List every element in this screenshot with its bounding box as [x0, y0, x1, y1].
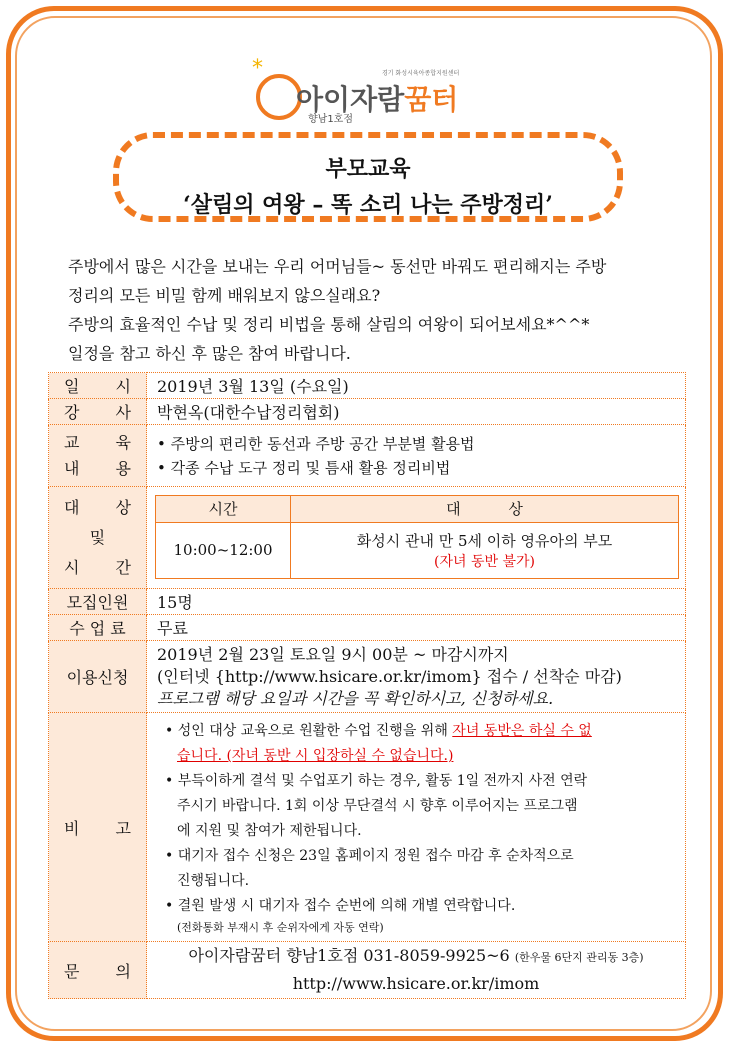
row-notes [49, 713, 686, 942]
intro-line: 주방의 효율적인 수납 및 정리 비법을 통해 살림의 여왕이 되어보세요*^^* [68, 315, 590, 334]
note-item: 에 지원 및 참여가 제한됩니다. [177, 823, 362, 839]
label-char: 육 [115, 432, 131, 452]
schedule-table [155, 495, 679, 579]
intro-line: 일정을 참고 하신 후 많은 참여 바랍니다. [68, 344, 351, 363]
label-quota: 모집인원 [49, 589, 147, 615]
note-item: (전화통화 부재시 후 순위자에게 자동 연락) [177, 921, 384, 934]
label-date [49, 373, 147, 399]
value-lecturer: 박현옥(대한수납정리협회) [147, 399, 686, 425]
title-line2: ‘살림의 여왕 – 똑 소리 나는 주방정리’ [183, 192, 553, 218]
row-apply [49, 641, 686, 713]
value-contact [147, 942, 686, 999]
label-char: 간 [115, 557, 131, 577]
row-date [49, 373, 686, 399]
row-quota [49, 589, 686, 615]
note-item: • 결원 발생 시 대기자 접수 순번에 의해 개별 연락합니다. [165, 898, 516, 914]
info-table [48, 372, 686, 999]
brand-name-b: 꿈터 [404, 83, 459, 116]
intro-line: 정리의 모든 비밀 함께 배워보지 않으실래요? [68, 286, 381, 305]
note-item: • 대기자 접수 신청은 23일 홈페이지 정원 접수 마감 후 순차적으로 [165, 848, 574, 864]
contact-url[interactable]: http://www.hsicare.or.kr/imom [292, 974, 540, 993]
value-notes [147, 713, 686, 942]
apply-method: (인터넷 {http://www.hsicare.or.kr/imom} 접수 / 선착순 마감) [157, 666, 622, 686]
note-item [165, 719, 675, 744]
label-char: 일 [64, 377, 80, 396]
note-item: 주시기 바랍니다. 1회 이상 무단결석 시 향후 이루어지는 프로그램 [177, 798, 578, 814]
brand-name-a: 아이자람 [296, 83, 405, 116]
value-fee: 무료 [147, 615, 686, 641]
label-target [49, 487, 147, 589]
label-lecturer [49, 399, 147, 425]
row-lecturer [49, 399, 686, 425]
list-item: • 주방의 편리한 동선과 주방 공간 부분별 활용법 [157, 434, 475, 453]
contact-address: (한우물 6단지 관리동 3층) [514, 951, 644, 964]
label-char: 내 [64, 458, 80, 478]
label-char: 강 [64, 403, 80, 422]
apply-period: 2019년 2월 23일 토요일 9시 00분 ~ 마감시까지 [157, 644, 509, 664]
row-fee [49, 615, 686, 641]
intro-text [68, 252, 688, 368]
label-apply: 이용신청 [49, 641, 147, 713]
row-content [49, 425, 686, 487]
label-notes [49, 713, 147, 942]
label-char: 사 [115, 403, 131, 422]
apply-notice: 프로그램 해당 요일과 시간을 꼭 확인하시고, 신청하세요. [157, 688, 554, 708]
note-item: • 부득이하게 결석 및 수업포기 하는 경우, 활동 1일 전까지 사전 연락 [165, 773, 588, 789]
logo [252, 56, 496, 128]
label-char: 교 [64, 432, 80, 452]
note-warning: 자녀 동반은 하실 수 없 [452, 723, 592, 739]
note-item: 진행됩니다. [177, 873, 250, 889]
row-target [49, 487, 686, 589]
intro-line: 주방에서 많은 시간을 보내는 우리 어머님들~ 동선만 바꿔도 편리해지는 주방 [68, 257, 607, 276]
contact-line [148, 943, 684, 971]
value-content [147, 425, 686, 487]
contact-phone: 아이자람꿈터 향남1호점 031-8059-9925~6 [188, 946, 510, 965]
value-quota: 15명 [147, 589, 686, 615]
label-contact [49, 942, 147, 999]
value-date: 2019년 3월 13일 (수요일) [147, 373, 686, 399]
label-char: 용 [115, 458, 131, 478]
title-line1: 부모교육 [325, 156, 411, 182]
row-contact [49, 942, 686, 999]
label-char: 비 [64, 818, 80, 838]
value-apply [147, 641, 686, 713]
note-text: • 성인 대상 교육으로 원활한 수업 진행을 위해 [165, 723, 453, 739]
label-content [49, 425, 147, 487]
target-note: (자녀 동반 불가) [434, 553, 535, 570]
center-name: 경기 화성시육아종합지원센터 [382, 70, 460, 77]
title-box [113, 132, 623, 222]
label-char: 대 [64, 497, 80, 517]
label-char: 시 [115, 377, 131, 396]
value-target [147, 487, 686, 589]
label-char: 고 [115, 818, 131, 838]
label-char: 및 [89, 527, 106, 547]
label-char: 문 [64, 961, 80, 981]
target-cell [291, 522, 679, 578]
label-char: 시 [64, 557, 80, 577]
label-fee: 수 업 료 [49, 615, 147, 641]
list-item: • 각종 수납 도구 정리 및 틈새 활용 정리비법 [157, 458, 451, 477]
target-text: 화성시 관내 만 5세 이하 영유아의 부모 [356, 531, 613, 550]
note-item [165, 744, 675, 769]
col-target: 대 상 [291, 495, 679, 522]
time-cell: 10:00~12:00 [156, 522, 291, 578]
col-time: 시간 [156, 495, 291, 522]
label-char: 의 [115, 961, 131, 981]
note-warning: 습니다. (자녀 동반 시 입장하실 수 없습니다.) [177, 748, 454, 764]
schedule-header [156, 495, 679, 522]
star-icon: * [252, 56, 263, 81]
label-char: 상 [115, 497, 131, 517]
branch-name: 향남1호점 [308, 114, 354, 125]
schedule-row [156, 522, 679, 578]
